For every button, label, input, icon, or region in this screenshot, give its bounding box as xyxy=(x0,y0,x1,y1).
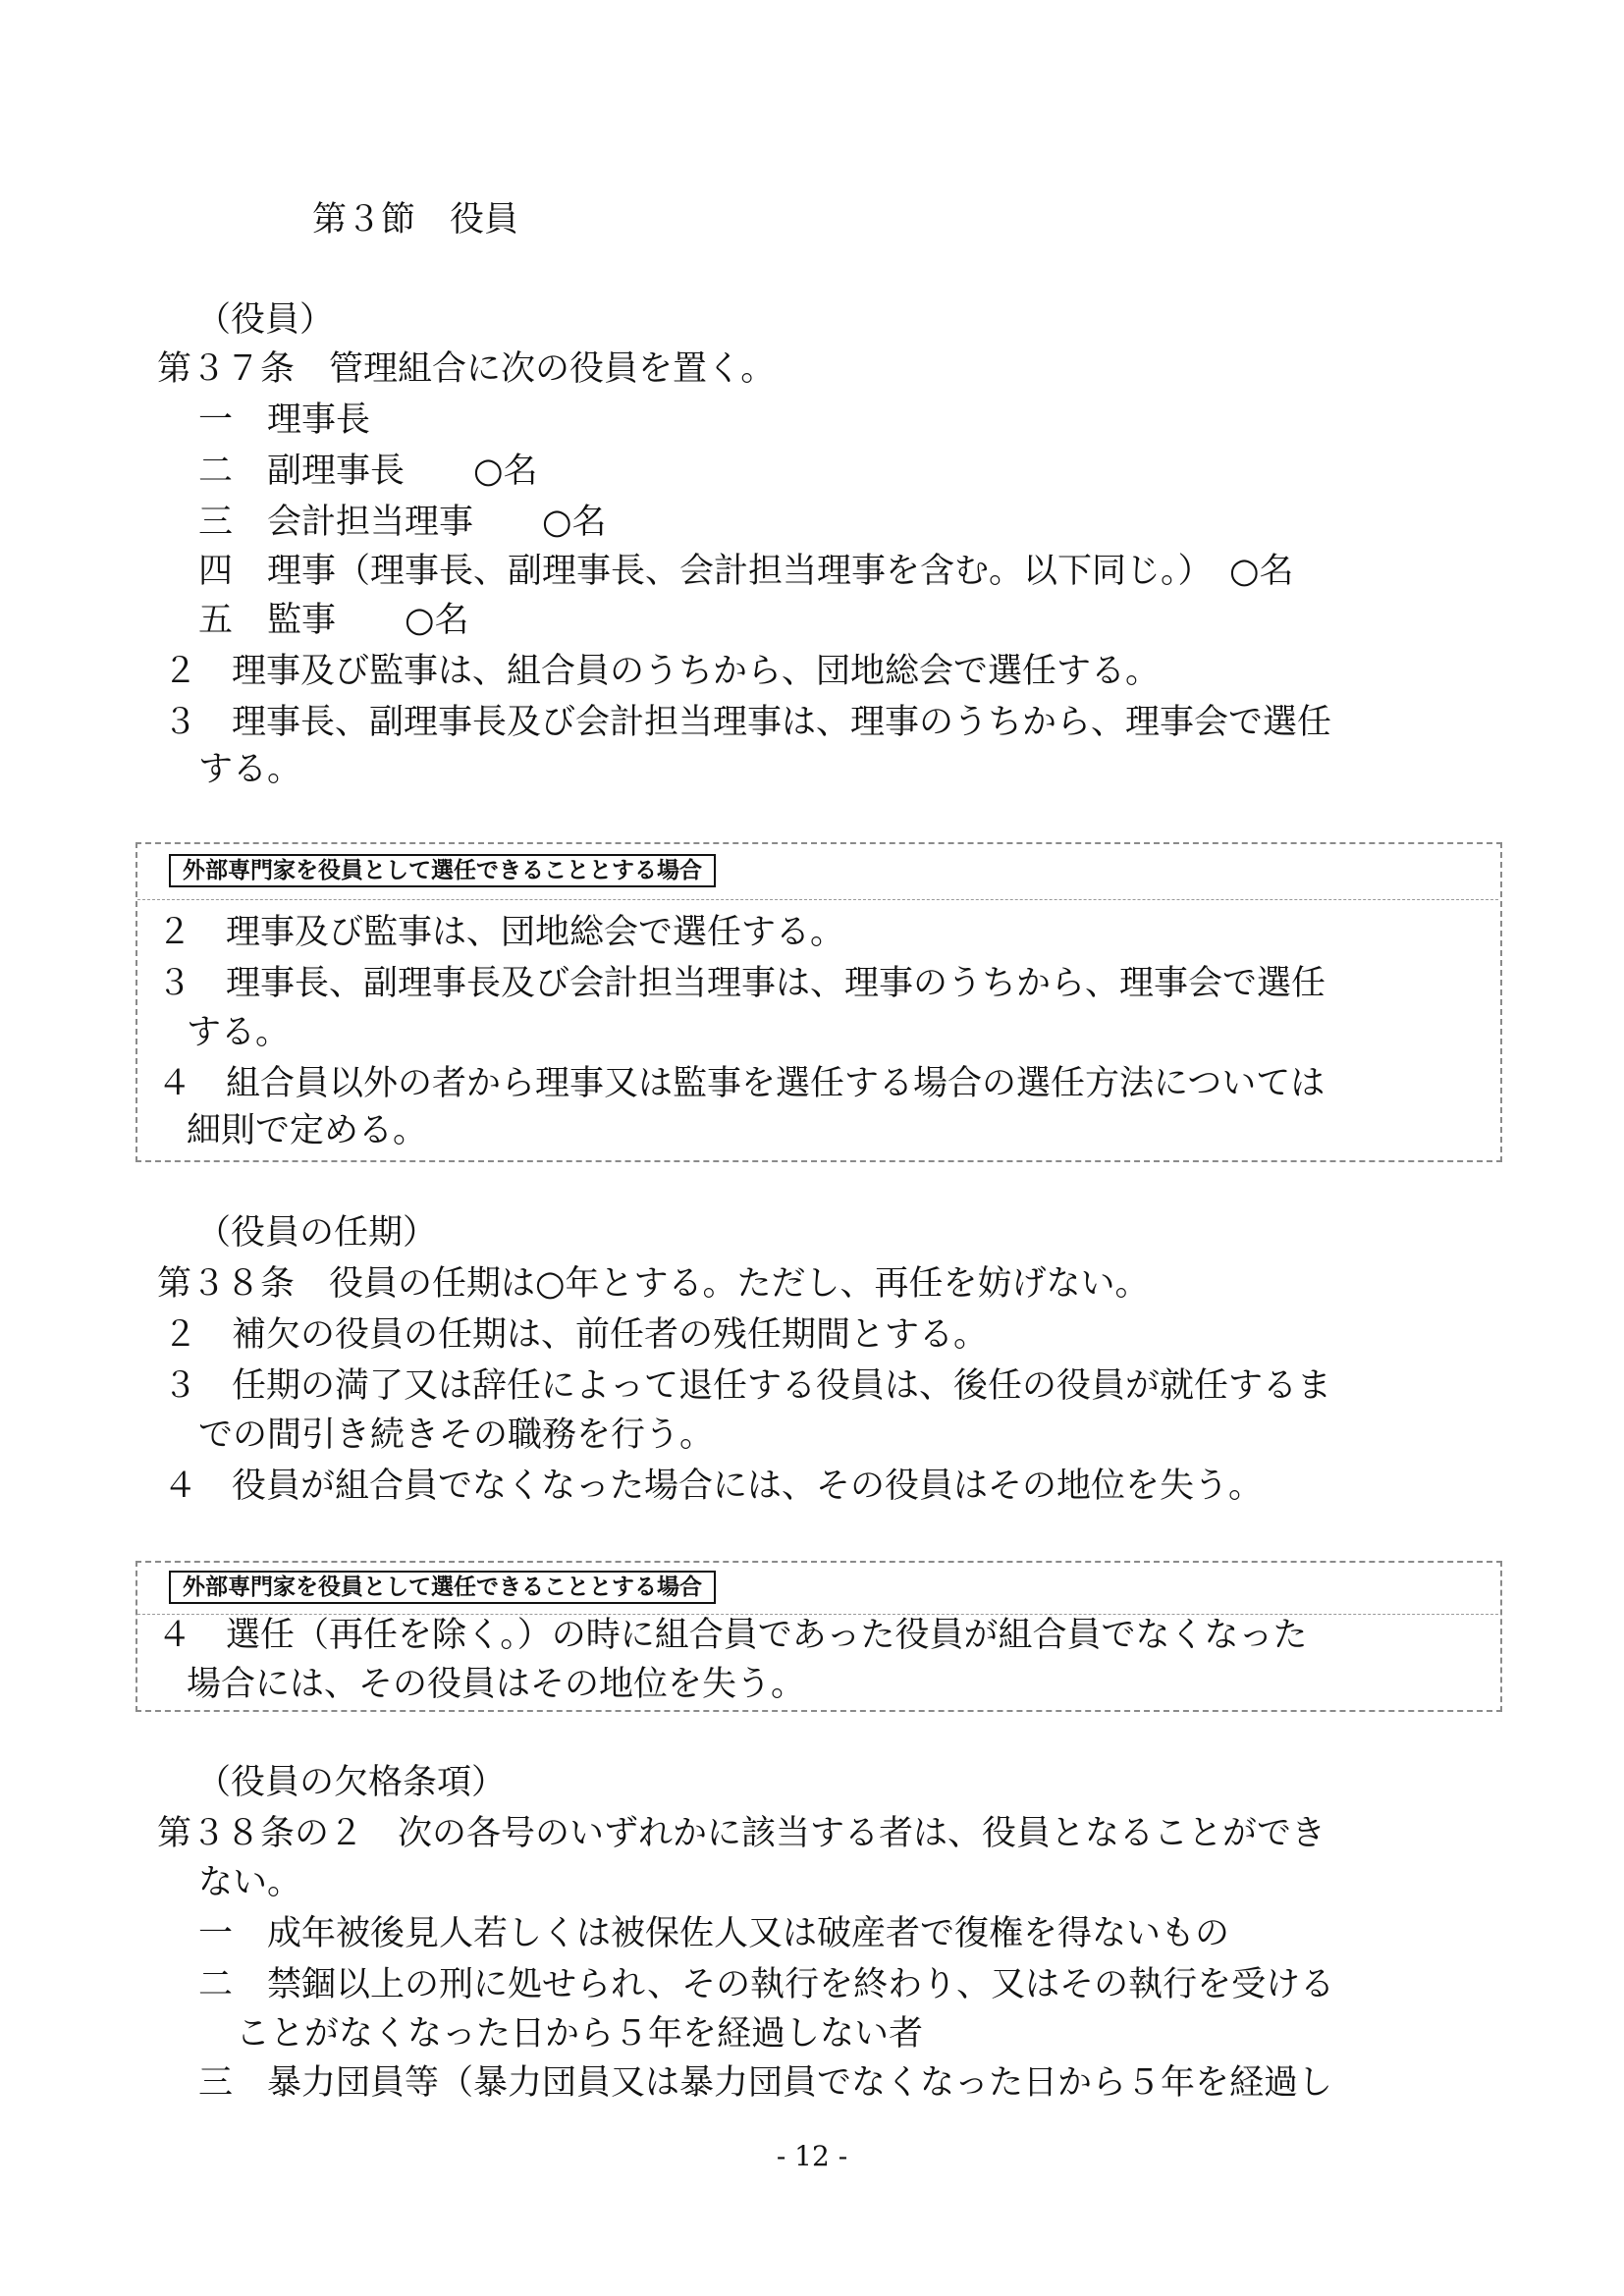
alt-provision-label: 外部専門家を役員として選任できることとする場合 xyxy=(169,1571,716,1604)
item-line: 二 副理事長 ○名 xyxy=(198,452,538,491)
article-line: 第３８条の２ 次の各号のいずれかに該当する者は、役員となることができ xyxy=(157,1814,1326,1853)
provision-line: ４ 選任（再任を除く。）の時に組合員であった役員が組合員でなくなった xyxy=(157,1616,1308,1655)
provision-line: する。 xyxy=(187,1013,291,1052)
item-line: 一 成年被後見人若しくは被保佐人又は破産者で復権を得ないもの xyxy=(198,1914,1230,1953)
article-heading: （役員の欠格条項） xyxy=(196,1763,507,1802)
divider xyxy=(137,899,1498,900)
provision-line: ４ 組合員以外の者から理事又は監事を選任する場合の選任方法については xyxy=(157,1064,1326,1103)
item-line: 三 会計担当理事 ○名 xyxy=(198,503,607,542)
article-line: ２ 補欠の役員の任期は、前任者の残任期間とする。 xyxy=(163,1315,989,1355)
provision-line: 場合には、その役員はその地位を失う。 xyxy=(187,1665,806,1704)
article-line: する。 xyxy=(198,750,302,789)
article-heading: （役員の任期） xyxy=(196,1213,438,1253)
article-line: ３ 理事長、副理事長及び会計担当理事は、理事のうちから、理事会で選任 xyxy=(163,703,1332,742)
article-line: 第３８条 役員の任期は○年とする。ただし、再任を妨げない。 xyxy=(157,1264,1150,1304)
page-number: - 12 - xyxy=(776,2140,848,2172)
item-line: ことがなくなった日から５年を経過しない者 xyxy=(236,2014,924,2054)
item-line: 三 暴力団員等（暴力団員又は暴力団員でなくなった日から５年を経過し xyxy=(198,2063,1333,2103)
item-line: 一 理事長 xyxy=(198,400,371,440)
article-line: ２ 理事及び監事は、組合員のうちから、団地総会で選任する。 xyxy=(163,652,1161,691)
item-line: 二 禁錮以上の刑に処せられ、その執行を終わり、又はその執行を受ける xyxy=(198,1965,1335,2004)
article-line: 第３７条 管理組合に次の役員を置く。 xyxy=(157,349,776,389)
provision-line: ３ 理事長、副理事長及び会計担当理事は、理事のうちから、理事会で選任 xyxy=(157,964,1326,1003)
section-title: 第３節 役員 xyxy=(312,200,519,240)
article-heading: （役員） xyxy=(196,300,335,340)
article-line: ない。 xyxy=(198,1863,302,1902)
provision-line: 細則で定める。 xyxy=(187,1111,428,1150)
item-line: 四 理事（理事長、副理事長、会計担当理事を含む。以下同じ。） ○名 xyxy=(198,552,1294,591)
item-line: 五 監事 ○名 xyxy=(198,601,469,640)
alt-provision-label: 外部専門家を役員として選任できることとする場合 xyxy=(169,854,716,887)
article-line: での間引き続きその職務を行う。 xyxy=(198,1415,715,1455)
article-line: ４ 役員が組合員でなくなった場合には、その役員はその地位を失う。 xyxy=(163,1467,1264,1506)
provision-line: ２ 理事及び監事は、団地総会で選任する。 xyxy=(157,913,845,952)
article-line: ３ 任期の満了又は辞任によって退任する役員は、後任の役員が就任するま xyxy=(163,1366,1332,1406)
